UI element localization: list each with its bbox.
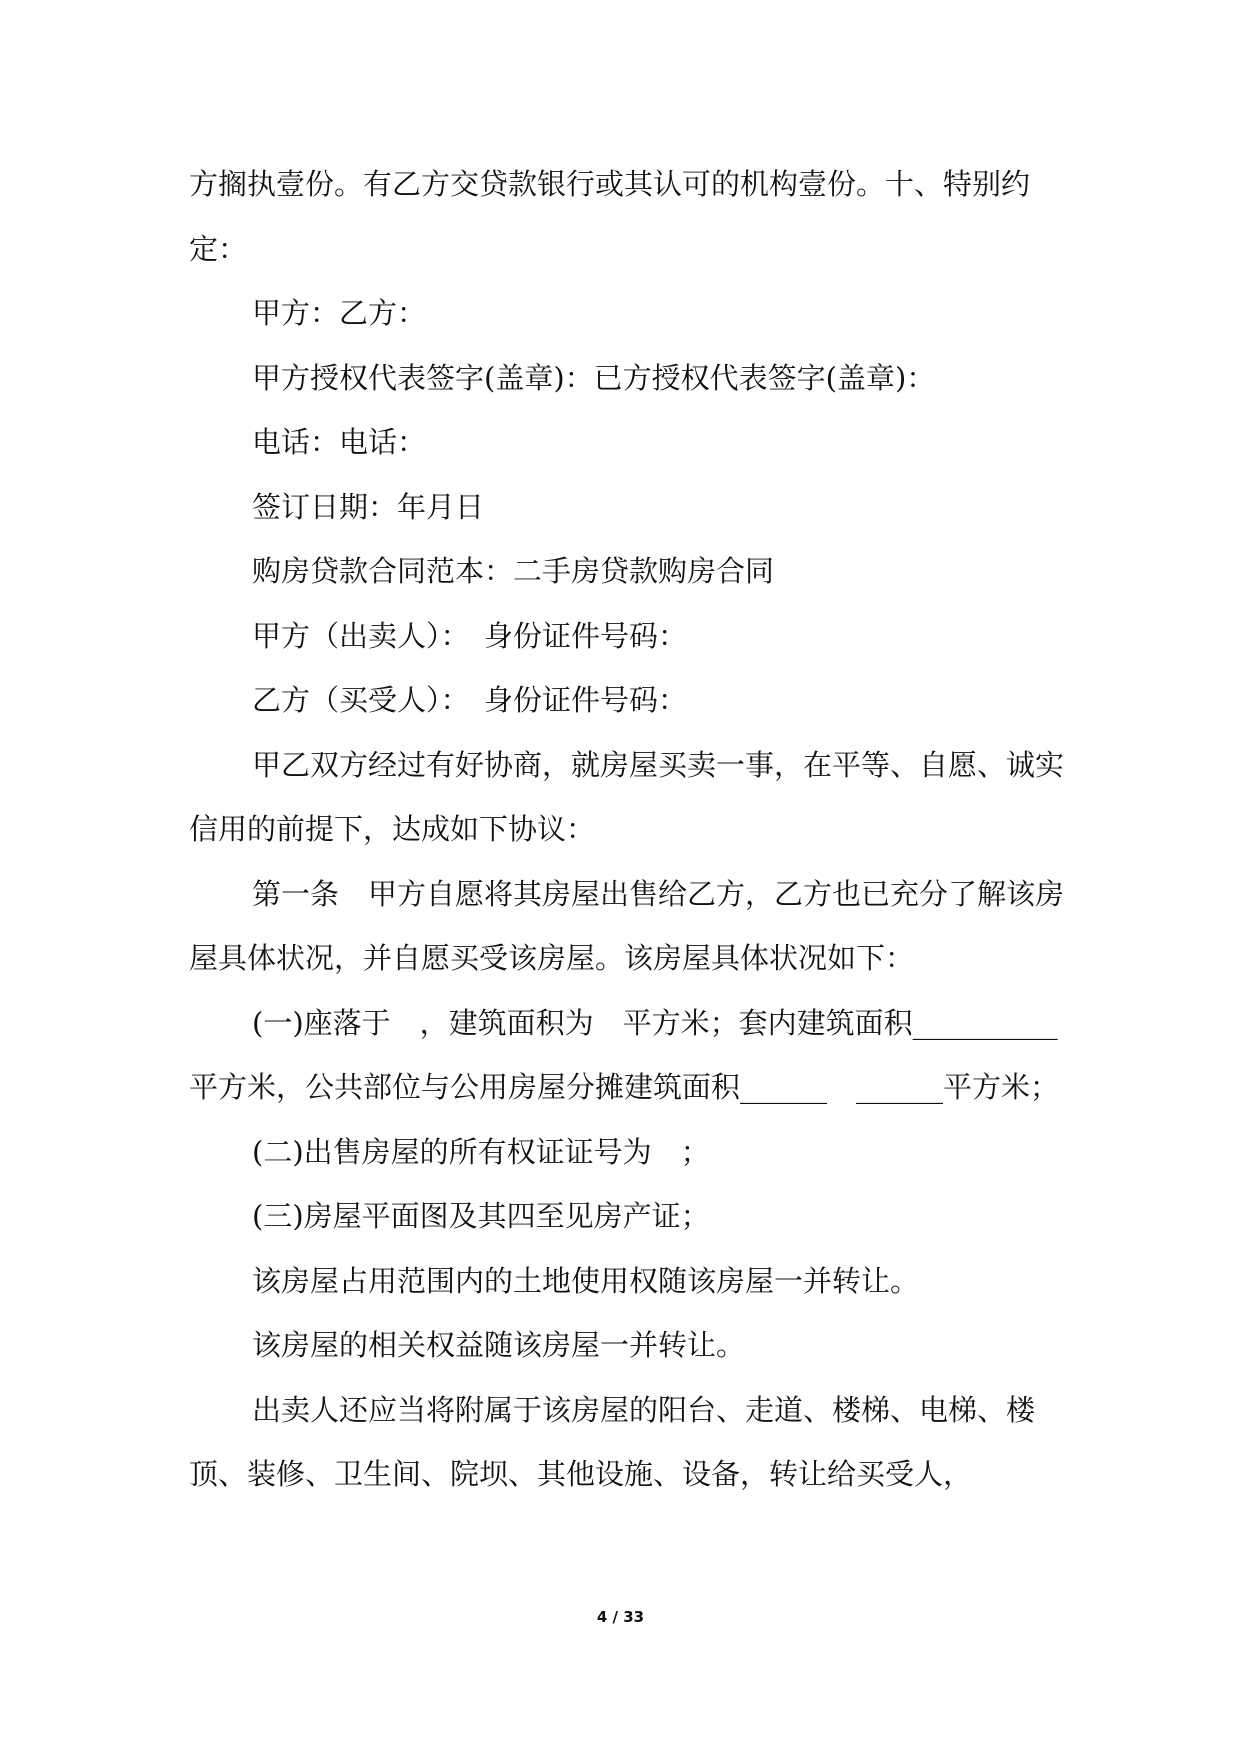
paragraph: 购房贷款合同范本：二手房贷款购房合同	[252, 554, 775, 588]
paragraph: (二)出售房屋的所有权证证号为 ；	[252, 1134, 710, 1169]
paragraph: 甲方：乙方：	[252, 296, 427, 330]
document-body	[189, 152, 1069, 1507]
paragraph: 乙方（买受人）： 身份证件号码：	[252, 683, 688, 717]
paragraph: 该房屋占用范围内的土地使用权随该房屋一并转让。	[252, 1263, 920, 1298]
paragraph: 甲方授权代表签字(盖章)：已方授权代表签字(盖章)：	[252, 360, 936, 395]
paragraph: 电话：电话：	[252, 425, 427, 459]
paragraph: 签订日期：年月日	[252, 489, 485, 524]
paragraph: 该房屋的相关权益随该房屋一并转让。	[252, 1328, 746, 1362]
paragraph: (三)房屋平面图及其四至见房产证；	[252, 1199, 710, 1233]
paragraph: 出卖人还应当将附属于该房屋的阳台、走道、楼梯、电梯、楼顶、装修、卫生间、院坝、其他设施、设备，转让给买受人，	[189, 1392, 1036, 1491]
paragraph: 第一条 甲方自愿将其房屋出售给乙方，乙方也已充分了解该房屋具体状况，并自愿买受该房屋。该房屋具体状况如下：	[189, 876, 1065, 975]
paragraph: (一)座落于 ，建筑面积为 平方米；套内建筑面积__________平方米，公共部位与公用房屋分摊建筑面积______ ______平方米；	[189, 1005, 1060, 1104]
paragraph: 甲乙双方经过有好协商，就房屋买卖一事，在平等、自愿、诚实信用的前提下，达成如下协议：	[189, 747, 1065, 846]
paragraph: 甲方（出卖人）： 身份证件号码：	[252, 618, 688, 653]
page-number: 4 / 33	[596, 1608, 645, 1626]
paragraph: 方搁执壹份。有乙方交贷款银行或其认可的机构壹份。十、特别约定：	[189, 167, 1031, 266]
